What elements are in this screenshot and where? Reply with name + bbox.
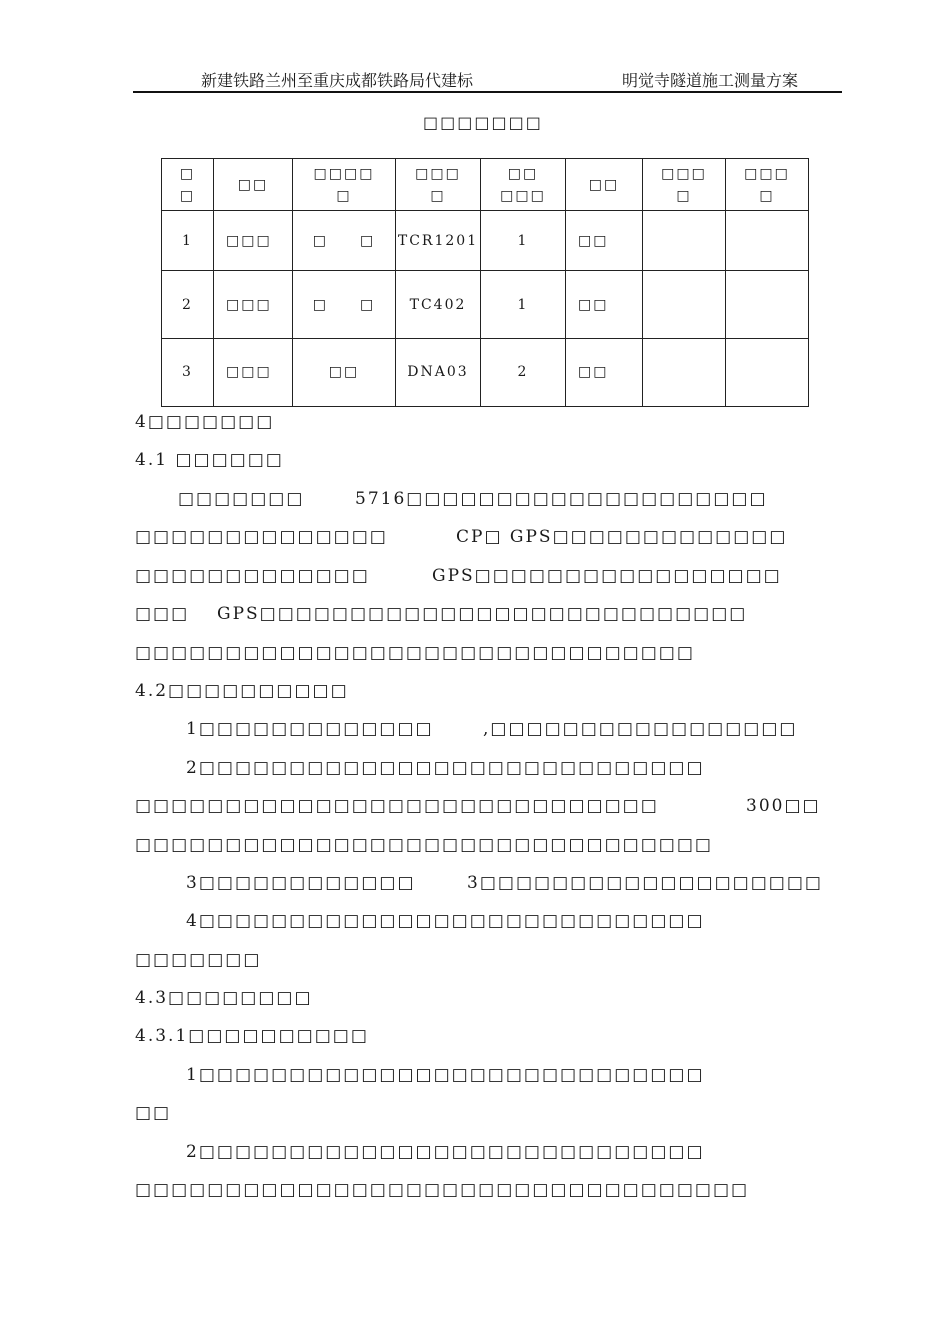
list-item-text: 1□□□□□□□□□□□□□ [186, 719, 434, 739]
table-cell: 3 [162, 338, 214, 406]
header-cell: □ □ [162, 159, 214, 211]
paragraph-text: GPS□□□□□□□□□□□□□□□□□ [432, 566, 782, 586]
paragraph-text: □□ [135, 1103, 172, 1123]
list-item-text: ,□□□□□□□□□□□□□□□□□ [483, 719, 798, 739]
paragraph-text: □□□□□□□ [178, 489, 305, 509]
table-cell [726, 211, 809, 271]
paragraph-text: □□□□□□□□□□□□□□ [135, 527, 388, 547]
paragraph-text: □□□□□□□ [135, 950, 262, 970]
list-item-text: 1□□□□□□□□□□□□□□□□□□□□□□□□□□□□ [186, 1065, 705, 1085]
table-cell: □ □ [293, 211, 396, 271]
table-cell: □□□ [214, 211, 293, 271]
paragraph-text: □□□ [135, 604, 190, 624]
header-right-title: 明觉寺隧道施工测量方案 [622, 71, 799, 90]
list-item-text: 2□□□□□□□□□□□□□□□□□□□□□□□□□□□□ [186, 1142, 705, 1162]
table-cell: □□ [293, 338, 396, 406]
subsection-heading: 4.1 □□□□□□ [135, 450, 284, 470]
list-item-text: 4□□□□□□□□□□□□□□□□□□□□□□□□□□□□ [186, 911, 705, 931]
header-cell: □□ □□□ [481, 159, 566, 211]
table-cell: □□ [566, 271, 643, 338]
header-divider [133, 91, 842, 93]
table-cell: □ □ [293, 271, 396, 338]
table-cell [726, 338, 809, 406]
header-cell: □□□ □ [726, 159, 809, 211]
header-left-title: 新建铁路兰州至重庆成都铁路局代建标 [201, 71, 474, 90]
paragraph-text: □□□□□□□□□□□□□□□□□□□□□□□□□□□□□□□□ [135, 835, 713, 855]
table-row [162, 338, 809, 406]
table-cell: 1 [481, 271, 566, 338]
table-cell: □□□ [214, 271, 293, 338]
header-cell: □□□□ □ [293, 159, 396, 211]
paragraph-text: □□□□□□□□□□□□□□□□□□□□□□□□□□□□□□□ [135, 643, 695, 663]
table-cell: □□□ [214, 338, 293, 406]
list-item-text: 2□□□□□□□□□□□□□□□□□□□□□□□□□□□□ [186, 758, 705, 778]
header-cell: □□ [566, 159, 643, 211]
paragraph-text: CP□ GPS□□□□□□□□□□□□□ [456, 527, 788, 547]
table-cell: 1 [481, 211, 566, 271]
table-cell: 2 [481, 338, 566, 406]
header-cell: □□□ □ [643, 159, 726, 211]
table-header-row [162, 159, 809, 211]
table-cell [643, 211, 726, 271]
list-item-text: 3□□□□□□□□□□□□□□□□□□□ [467, 873, 823, 893]
table-cell [643, 271, 726, 338]
header-cell: □□□ □ [396, 159, 481, 211]
table-cell [726, 271, 809, 338]
paragraph-text: 5716□□□□□□□□□□□□□□□□□□□□ [355, 489, 768, 509]
table-row [162, 271, 809, 338]
paragraph-text: □□□□□□□□□□□□□ [135, 566, 370, 586]
table-cell: □□ [566, 338, 643, 406]
table-cell: 1 [162, 211, 214, 271]
paragraph-text: GPS□□□□□□□□□□□□□□□□□□□□□□□□□□□ [217, 604, 748, 624]
section-heading: 4□□□□□□□ [135, 412, 275, 432]
table-cell [643, 338, 726, 406]
subsection-heading: 4.3.1□□□□□□□□□□ [135, 1026, 369, 1046]
subsection-heading: 4.3□□□□□□□□ [135, 988, 313, 1008]
list-item-text: 3□□□□□□□□□□□□ [186, 873, 416, 893]
table-row [162, 211, 809, 271]
table-cell: DNA03 [396, 338, 481, 406]
table-cell: □□ [566, 211, 643, 271]
table-cell: TC402 [396, 271, 481, 338]
paragraph-text: □□□□□□□□□□□□□□□□□□□□□□□□□□□□□□□□□□ [135, 1180, 750, 1200]
table-title: □□□□□□□ [423, 113, 543, 132]
paragraph-text: 300□□ [746, 796, 821, 816]
table-cell: 2 [162, 271, 214, 338]
subsection-heading: 4.2□□□□□□□□□□ [135, 681, 349, 701]
equipment-table [161, 158, 809, 407]
paragraph-text: □□□□□□□□□□□□□□□□□□□□□□□□□□□□□ [135, 796, 659, 816]
header-cell: □□ [214, 159, 293, 211]
table-cell: TCR1201 [396, 211, 481, 271]
